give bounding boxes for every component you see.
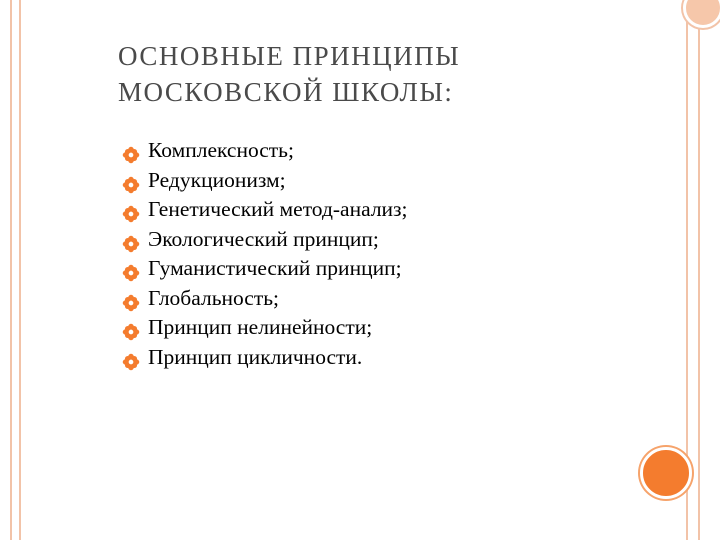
bullet-item bbox=[122, 166, 482, 196]
bullet-item bbox=[122, 254, 482, 284]
bullet-item bbox=[122, 136, 482, 166]
bullet-text: Редукционизм; bbox=[148, 167, 286, 192]
slide-title-line: МОСКОВСКОЙ ШКОЛЫ: bbox=[118, 77, 454, 107]
flower-bullet-icon bbox=[122, 320, 140, 338]
slide-title-line: ОСНОВНЫЕ ПРИНЦИПЫ bbox=[118, 41, 461, 71]
bullet-item bbox=[122, 313, 482, 343]
right-border-rule bbox=[698, 0, 700, 540]
flower-bullet-icon bbox=[122, 202, 140, 220]
flower-bullet-icon bbox=[122, 173, 140, 191]
flower-bullet-icon bbox=[122, 291, 140, 309]
bullet-item bbox=[122, 284, 482, 314]
bullet-text: Принцип нелинейности; bbox=[148, 315, 373, 339]
flower-bullet-icon bbox=[122, 143, 140, 161]
flower-bullet-icon bbox=[122, 261, 140, 279]
bullet-text: Экологический принцип; bbox=[148, 226, 379, 251]
bullet-text: Комплексность; bbox=[148, 138, 294, 162]
bullet-item bbox=[122, 195, 482, 225]
bullet-text: Принцип цикличности. bbox=[148, 344, 363, 369]
decorative-circle-orange bbox=[640, 447, 692, 499]
left-border-rule bbox=[19, 0, 21, 540]
bullet-item bbox=[122, 225, 482, 255]
bullet-list bbox=[122, 136, 482, 372]
flower-bullet-icon bbox=[122, 350, 140, 368]
bullet-text: Глобальность; bbox=[148, 285, 280, 310]
decorative-circle-top bbox=[683, 0, 720, 28]
bullet-item bbox=[122, 343, 482, 373]
bullet-text: Гуманистический принцип; bbox=[148, 256, 402, 280]
left-border-rule bbox=[10, 0, 12, 540]
bullet-text: Генетический метод-анализ; bbox=[148, 197, 408, 221]
slide-title bbox=[118, 38, 638, 110]
flower-bullet-icon bbox=[122, 232, 140, 250]
